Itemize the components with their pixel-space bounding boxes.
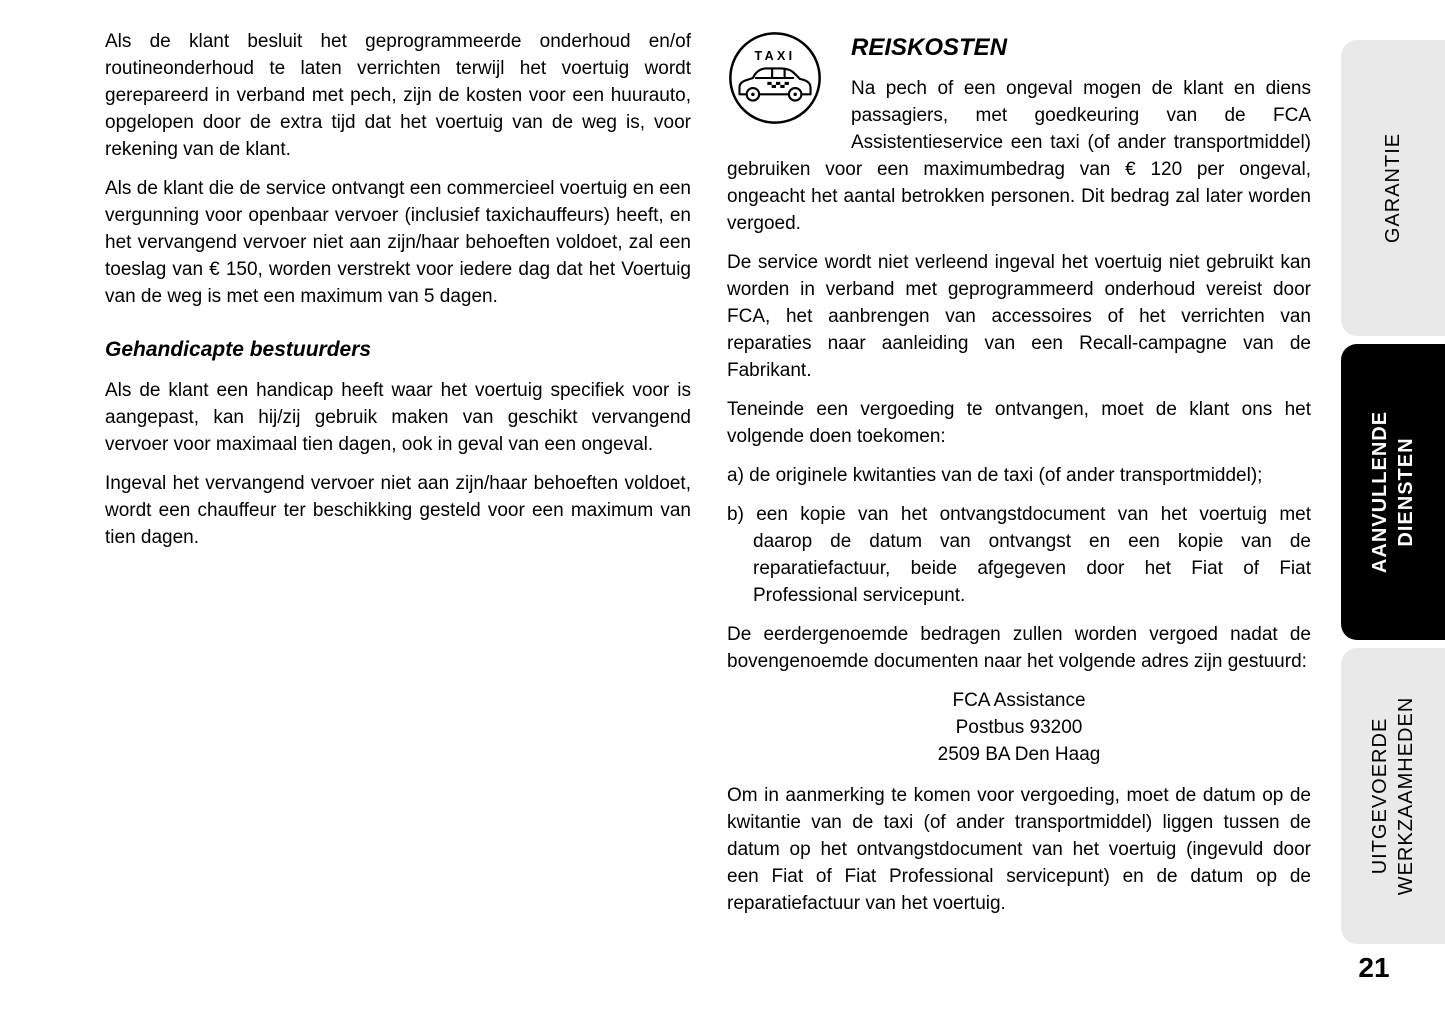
taxi-icon-label: TAXI [754,48,796,63]
paragraph: Als de klant een handicap heeft waar het voertuig specifiek voor is aangepast, kan hij/zij gebruik maken van geschikt vervangend vervoer voor maximaal tien dagen, ook in geval van een ongeval. [105,380,691,455]
address-line: FCA Assistance [952,690,1086,711]
list-item-b: b) een kopie van het ontvangstdocument van het voertuig met daarop de datum van ontvangst en een kopie van de reparatiefactuur, beide afgegeven door het Fiat of Fiat Professional servicepunt. [727,504,1311,606]
paragraph: De eerdergenoemde bedragen zullen worden vergoed nadat de bovengenoemde documenten naar het volgende adres zijn gestuurd: [727,624,1311,672]
list-item-a: a) de originele kwitanties van de taxi (of ander transportmiddel); [727,465,1263,486]
paragraph: Om in aanmerking te komen voor vergoeding, moet de datum op de kwitantie van de taxi (of ander transportmiddel) liggen tussen de datum op het ontvangstdocument van het voertuig (ingevuld door een Fiat of Fiat Professional servicepunt) en de datum op de reparatiefactuur van het voertuig. [727,785,1311,914]
paragraph: Ingeval het vervangend vervoer niet aan zijn/haar behoeften voldoet, wordt een chauffeur ter beschikking gesteld voor een maximum van tien dagen. [105,473,691,548]
paragraph: Teneinde een vergoeding te ontvangen, moet de klant ons het volgende doen toekomen: [727,399,1311,447]
paragraph: Als de klant die de service ontvangt een commercieel voertuig en een vergunning voor openbaar vervoer (inclusief taxichauffeurs) heeft, en het vervangend vervoer niet aan zijn/haar behoeften voldoet, zal een toeslag van € 150, worden verstrekt voor iedere dag dat het Voertuig van de weg is met een maximum van 5 dagen. [105,178,691,307]
tab-label: WERKZAAMHEDEN [1395,696,1417,896]
address-block [727,687,1311,768]
tab-label: GARANTIE [1382,132,1404,244]
tab-label: DIENSTEN [1395,437,1417,547]
paragraph: Na pech of een ongeval mogen de klant en diens passagiers, met goedkeuring van de FCA Assistentieservice een taxi (of ander transportmiddel) gebruiken voor een maximumbedrag van € 120 per ongeval, ongeacht het aantal betrokken personen. Dit bedrag zal later worden vergoed. [727,78,1311,234]
paragraph: De service wordt niet verleend ingeval het voertuig niet gebruikt kan worden in verband met geprogrammeerd onderhoud vereist door FCA, het aanbrengen van accessoires of het verrichten van reparaties naar aanleiding van een Recall-campagne van de Fabrikant. [727,252,1311,381]
address-line: 2509 BA Den Haag [937,744,1101,765]
taxi-icon [727,30,823,126]
heading-gehandicapte-bestuurders: Gehandicapte bestuurders [105,338,372,361]
tab-label: UITGEVOERDE [1369,717,1391,875]
tab-uitgevoerde-werkzaamheden[interactable] [1341,648,1445,944]
tab-garantie[interactable] [1341,40,1445,336]
paragraph: Als de klant besluit het geprogrammeerde onderhoud en/of routineonderhoud te laten verrichten terwijl het voertuig wordt gerepareerd in verband met pech, zijn de kosten voor een huurauto, opgelopen door de extra tijd dat het voertuig van de weg is, voor rekening van de klant. [105,31,691,160]
tab-label: AANVULLENDE [1369,410,1391,574]
tab-aanvullende-diensten[interactable] [1341,344,1445,640]
page-number: 21 [1358,952,1390,983]
right-column [727,28,1311,929]
heading-reiskosten: REISKOSTEN [851,34,1008,61]
address-line: Postbus 93200 [955,717,1083,738]
left-column [105,28,691,563]
